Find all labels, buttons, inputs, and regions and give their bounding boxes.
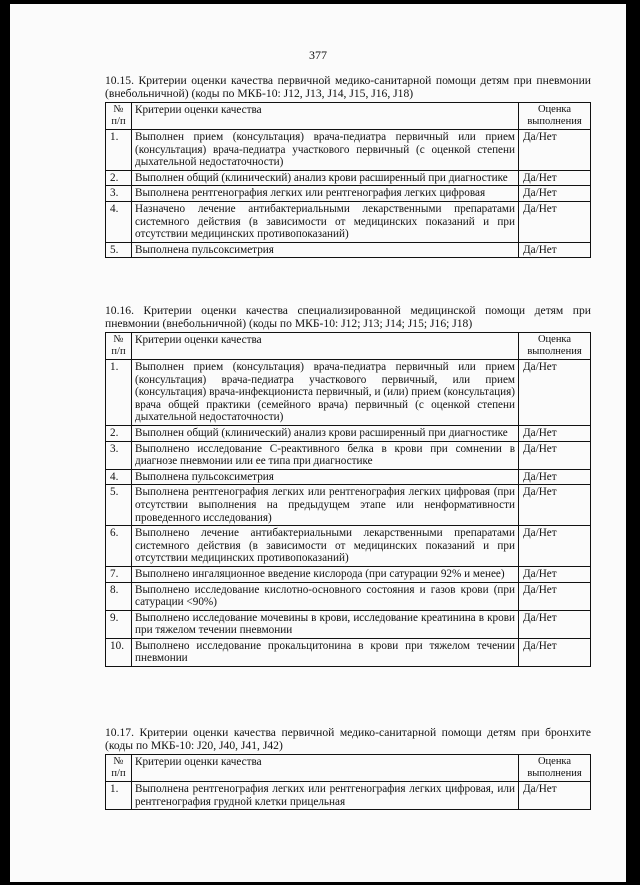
row-num: 10. [106,638,132,666]
table-row [106,566,591,582]
table-row [106,130,591,171]
table-row [106,170,591,186]
row-criterion: Выполнена пульсоксиметрия [132,469,519,485]
header-num: № п/п [106,333,132,360]
row-criterion: Выполнена пульсоксиметрия [132,242,519,258]
row-score: Да/Нет [519,186,591,202]
row-score: Да/Нет [519,170,591,186]
row-score: Да/Нет [519,566,591,582]
header-criteria: Критерии оценки качества [132,333,519,360]
criteria-table [105,102,591,258]
row-num: 1. [106,130,132,171]
table-row [106,582,591,610]
document-page [10,4,626,882]
row-num: 7. [106,566,132,582]
row-criterion: Выполнен общий (клинический) анализ крови расширенный при диагностике [132,425,519,441]
row-num: 4. [106,469,132,485]
row-criterion: Выполнено исследование С-реактивного белка в крови при сомнении в диагнозе пневмонии или ее типа при диагностике [132,441,519,469]
row-score: Да/Нет [519,485,591,526]
header-criteria: Критерии оценки качества [132,103,519,130]
row-criterion: Выполнена рентгенография легких или рентгенография легких цифровая [132,186,519,202]
table-header-row [106,103,591,130]
header-num: № п/п [106,103,132,130]
page-number: 377 [309,48,327,62]
criteria-table [105,332,591,667]
table-header-row [106,333,591,360]
table-row [106,425,591,441]
row-num: 5. [106,485,132,526]
row-score: Да/Нет [519,582,591,610]
row-score: Да/Нет [519,469,591,485]
header-score: Оценка выполнения [519,333,591,360]
row-num: 2. [106,425,132,441]
row-num: 9. [106,610,132,638]
table-row [106,242,591,258]
row-criterion: Выполнено лечение антибактериальными лекарственными препаратами системного действия (в зависимости от медицинских показаний и при отсутствии медицинских противопоказаний) [132,526,519,567]
section-heading: 10.15. Критерии оценки качества первичной медико-санитарной помощи детям при пневмонии (внебольничной) (коды по МКБ-10: J12, J13, J14, J15, J16, J18) [105,74,591,100]
row-num: 4. [106,201,132,242]
table-row [106,186,591,202]
table-row [106,469,591,485]
row-criterion: Выполнено ингаляционное введение кислорода (при сатурации 92% и менее) [132,566,519,582]
row-criterion: Выполнен прием (консультация) врача-педиатра первичный или прием (консультация) врача-педиатра участкового первичный (с оценкой степени дыхательной недостаточности) [132,130,519,171]
row-num: 2. [106,170,132,186]
table-row [106,201,591,242]
row-criterion: Выполнен прием (консультация) врача-педиатра первичный или прием (консультация) врача-педиатра участкового первичный, или прием (консультация) врача-инфекциониста первичный, и (или) прием (консультация) врача общей практики (семейного врача) первичный (с оценкой степени дыхательной недостаточности) [132,360,519,426]
row-score: Да/Нет [519,242,591,258]
row-score: Да/Нет [519,638,591,666]
table-header-row [106,755,591,782]
section-10-16 [105,304,591,667]
header-num: № п/п [106,755,132,782]
row-score: Да/Нет [519,441,591,469]
row-num: 1. [106,782,132,810]
table-row [106,441,591,469]
row-criterion: Выполнен общий (клинический) анализ крови расширенный при диагностике [132,170,519,186]
header-criteria: Критерии оценки качества [132,755,519,782]
header-score: Оценка выполнения [519,103,591,130]
row-score: Да/Нет [519,425,591,441]
table-row [106,638,591,666]
section-heading: 10.16. Критерии оценки качества специализированной медицинской помощи детям при пневмонии (внебольничной) (коды по МКБ-10: J12; J13; J14; J15; J16; J18) [105,304,591,330]
row-score: Да/Нет [519,526,591,567]
row-score: Да/Нет [519,610,591,638]
row-criterion: Выполнено исследование прокальцитонина в крови при тяжелом течении пневмонии [132,638,519,666]
row-num: 3. [106,441,132,469]
row-criterion: Выполнена рентгенография легких или рентгенография легких цифровая (при отсутствии выполнения на предыдущем этапе или ненформативности проведенного исследования) [132,485,519,526]
table-row [106,360,591,426]
row-num: 6. [106,526,132,567]
row-score: Да/Нет [519,782,591,810]
row-score: Да/Нет [519,360,591,426]
row-score: Да/Нет [519,201,591,242]
section-heading: 10.17. Критерии оценки качества первичной медико-санитарной помощи детям при бронхите (коды по МКБ-10: J20, J40, J41, J42) [105,726,591,752]
criteria-table [105,754,591,810]
section-10-17 [105,726,591,810]
table-row [106,485,591,526]
row-criterion: Выполнена рентгенография легких или рентгенография легких цифровая, или рентгенография грудной клетки прицельная [132,782,519,810]
table-row [106,610,591,638]
section-10-15 [105,74,591,258]
table-row [106,526,591,567]
row-score: Да/Нет [519,130,591,171]
row-num: 8. [106,582,132,610]
row-num: 3. [106,186,132,202]
row-num: 1. [106,360,132,426]
table-row [106,782,591,810]
row-criterion: Назначено лечение антибактериальными лекарственными препаратами системного действия (в зависимости от медицинских показаний и при отсутствии медицинских противопоказаний) [132,201,519,242]
row-criterion: Выполнено исследование кислотно-основного состояния и газов крови (при сатурации <90%) [132,582,519,610]
header-score: Оценка выполнения [519,755,591,782]
row-criterion: Выполнено исследование мочевины в крови, исследование креатинина в крови при тяжелом течении пневмонии [132,610,519,638]
row-num: 5. [106,242,132,258]
